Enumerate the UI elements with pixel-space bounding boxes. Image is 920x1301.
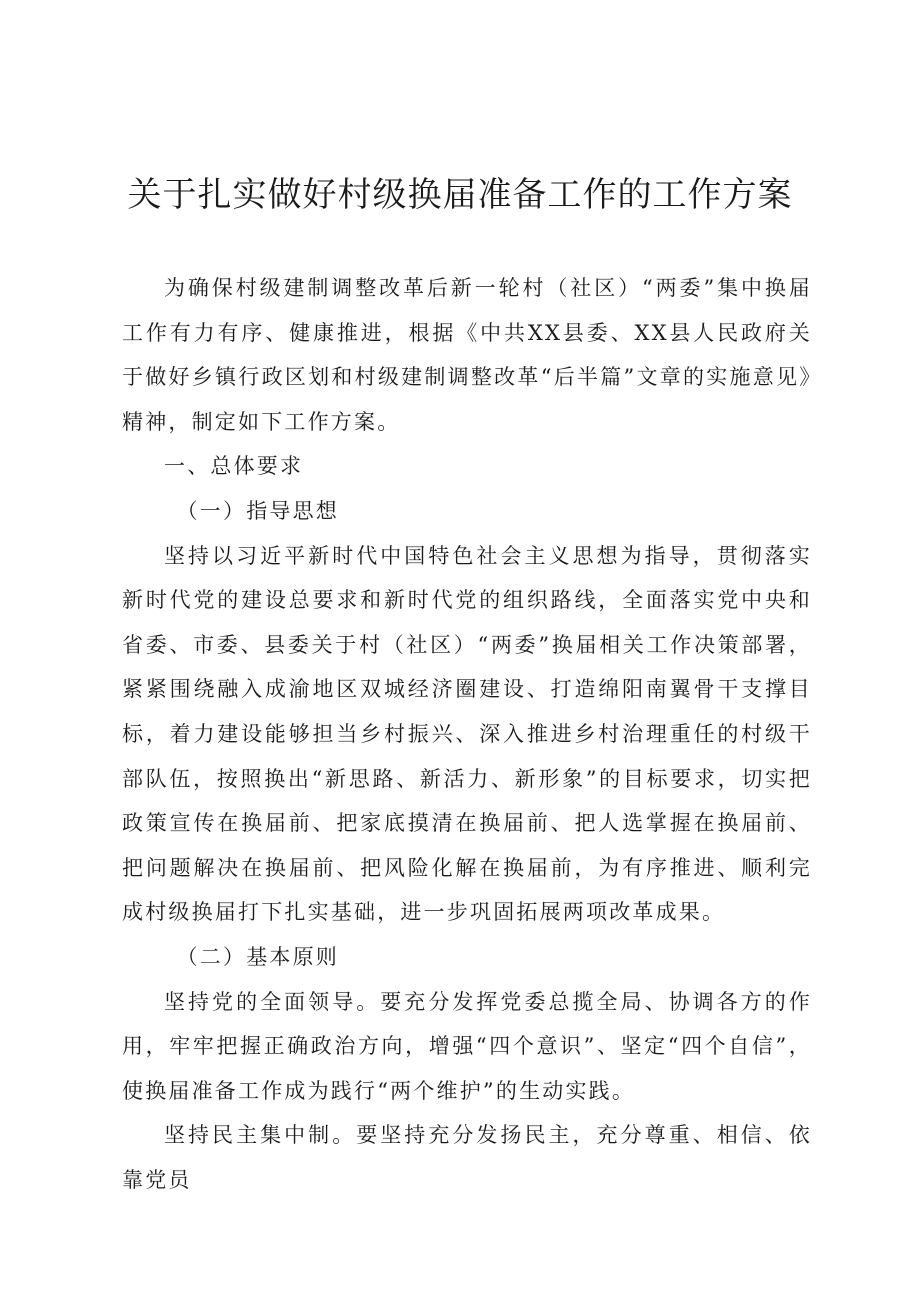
- intro-paragraph: 为确保村级建制调整改革后新一轮村（社区）“两委”集中换届工作有力有序、健康推进，根据《中共XX县委、XX县人民政府关于做好乡镇行政区划和村级建制调整改革“后半篇”文章的实施意见》精神，制定如下工作方案。: [122, 276, 812, 434]
- principle-democratic-centralism-paragraph: 坚持民主集中制。要坚持充分发扬民主，充分尊重、相信、依靠党员: [122, 1123, 812, 1192]
- document-title: 关于扎实做好村级换届准备工作的工作方案: [127, 175, 793, 215]
- document-body: [122, 266, 812, 1202]
- principle-party-leadership-paragraph: 坚持党的全面领导。要充分发挥党委总揽全局、协调各方的作用，牢牢把握正确政治方向，增强“四个意识”、坚定“四个自信”，使换届准备工作成为践行“两个维护”的生动实践。: [122, 989, 812, 1103]
- guiding-ideology-paragraph: 坚持以习近平新时代中国特色社会主义思想为指导，贯彻落实新时代党的建设总要求和新时代党的组织路线，全面落实党中央和省委、市委、县委关于村（社区）“两委”换届相关工作决策部署，紧紧围绕融入成渝地区双城经济圈建设、打造绵阳南翼骨干支撑目标，着力建设能够担当乡村振兴、深入推进乡村治理重任的村级干部队伍，按照换出“新思路、新活力、新形象”的目标要求，切实把政策宣传在换届前、把家底摸清在换届前、把人选掌握在换届前、把问题解决在换届前、把风险化解在换届前，为有序推进、顺利完成村级换届打下扎实基础，进一步巩固拓展两项改革成果。: [122, 543, 812, 925]
- subsection-heading-guiding-ideology: （一）指导思想: [176, 498, 339, 523]
- section-heading-general-requirements: 一、总体要求: [164, 454, 304, 479]
- subsection-heading-basic-principles: （二）基本原则: [176, 944, 339, 969]
